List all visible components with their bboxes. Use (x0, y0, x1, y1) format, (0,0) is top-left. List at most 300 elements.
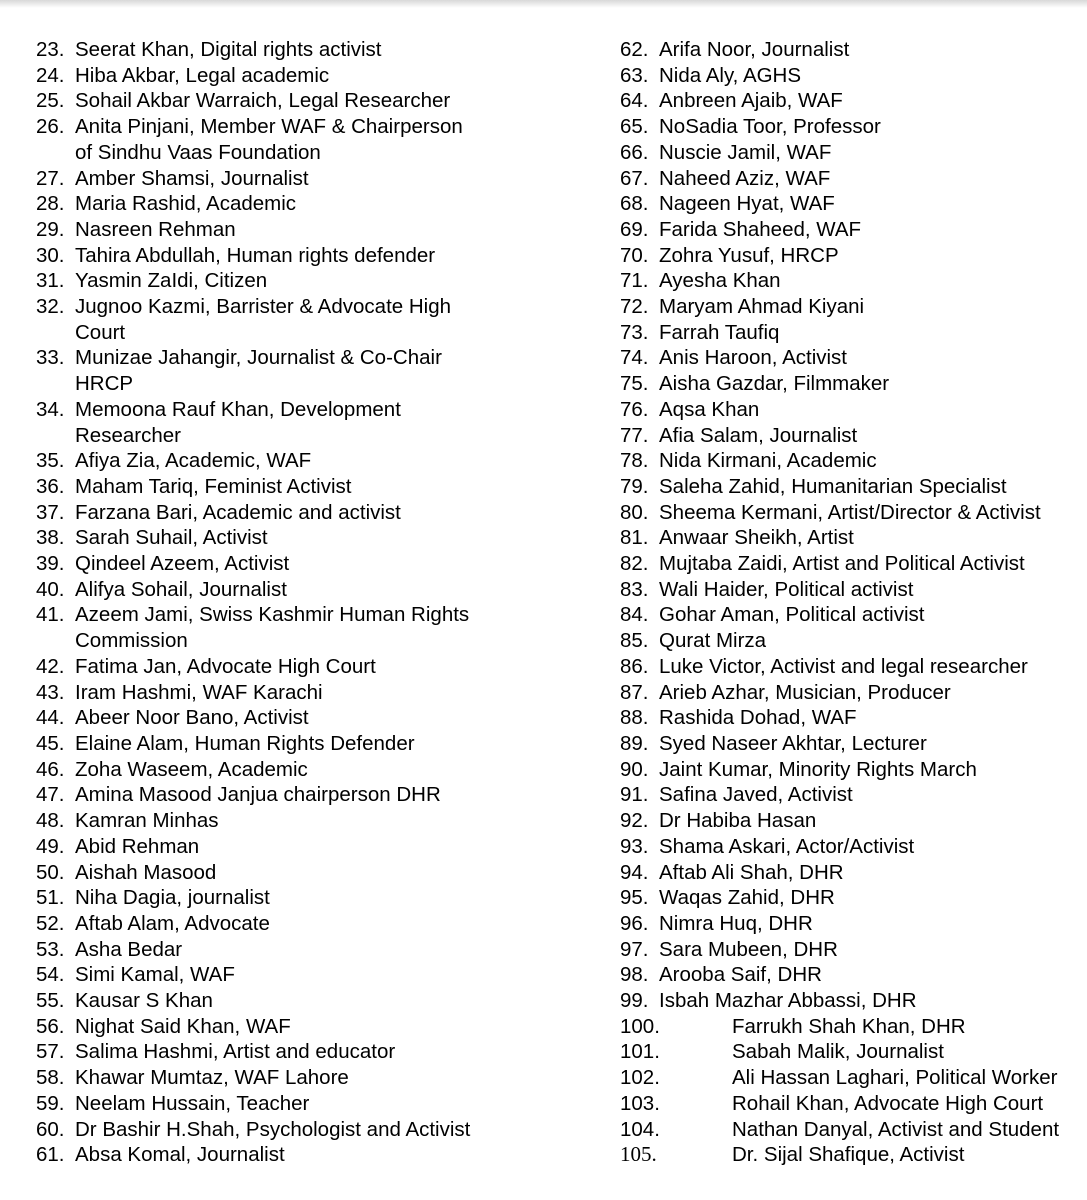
list-item-line: Khawar Mumtaz, WAF Lahore (75, 1066, 349, 1090)
list-item-number: 82. (620, 552, 649, 576)
list-item-text (659, 911, 813, 937)
list-item-text (659, 525, 854, 551)
list-item-line: Neelam Hussain, Teacher (75, 1091, 310, 1115)
list-item-number: 92. (620, 809, 649, 833)
list-item-text (659, 37, 849, 63)
list-item (620, 834, 1087, 860)
list-item-text (75, 63, 329, 89)
list-item-text (75, 500, 401, 526)
list-item-text (659, 166, 830, 192)
list-item-text (659, 885, 835, 911)
list-item-number: 57. (36, 1040, 65, 1064)
list-item-text (75, 834, 199, 860)
list-item-text (75, 88, 450, 114)
list-item (620, 268, 1087, 294)
list-item-text (75, 602, 469, 653)
list-item (36, 448, 596, 474)
signatory-list-right (620, 37, 1087, 1168)
list-item-number: 49. (36, 834, 65, 858)
list-item-text (75, 988, 213, 1014)
list-item-number: 97. (620, 937, 649, 961)
list-item-line: Anita Pinjani, Member WAF & Chairperson (75, 115, 463, 139)
list-item-text (75, 1039, 395, 1065)
list-item-text (75, 731, 415, 757)
list-item-number: 85. (620, 629, 649, 653)
list-item-number: 67. (620, 166, 649, 190)
list-item (36, 705, 596, 731)
list-item-line: of Sindhu Vaas Foundation (75, 140, 321, 164)
list-item-text (75, 114, 463, 165)
list-item-text (75, 654, 376, 680)
list-item-line: Wali Haider, Political activist (659, 577, 914, 601)
list-item-text (659, 628, 766, 654)
list-item (36, 217, 596, 243)
list-item (36, 808, 596, 834)
list-item-number: 80. (620, 500, 649, 524)
list-item-text (75, 294, 451, 345)
list-item-line: Nighat Said Khan, WAF (75, 1014, 291, 1038)
list-item-number: 37. (36, 500, 65, 524)
list-item-line: Asha Bedar (75, 937, 183, 961)
list-item-number: 56. (36, 1014, 65, 1038)
list-item-text (659, 808, 816, 834)
list-item-line: Absa Komal, Journalist (75, 1143, 285, 1167)
list-item (620, 371, 1087, 397)
list-item-text (75, 937, 182, 963)
list-item (620, 937, 1087, 963)
list-item (36, 500, 596, 526)
list-item-number: 89. (620, 731, 649, 755)
list-item-number: 72. (620, 295, 649, 319)
list-item-line: Syed Naseer Akhtar, Lecturer (659, 731, 927, 755)
list-item-text (659, 268, 781, 294)
list-item-line: Qurat Mirza (659, 629, 767, 653)
list-item-line: Dr. Sijal Shafique, Activist (732, 1143, 965, 1167)
list-item-line: Dr Habiba Hasan (659, 809, 817, 833)
list-item (620, 860, 1087, 886)
list-item-line: Kausar S Khan (75, 989, 213, 1013)
list-item (620, 88, 1087, 114)
list-item-number: 71. (620, 269, 649, 293)
list-item-number: 36. (36, 474, 65, 498)
list-item-number: 42. (36, 654, 65, 678)
list-item-text (75, 808, 219, 834)
list-item (36, 680, 596, 706)
list-item-number: 28. (36, 192, 65, 216)
list-item-text (75, 782, 441, 808)
list-item-text (659, 962, 822, 988)
list-item-line: Maham Tariq, Feminist Activist (75, 474, 352, 498)
list-item-number: 77. (620, 423, 649, 447)
list-item-number: 69. (620, 217, 649, 241)
list-item (620, 63, 1087, 89)
list-item (36, 731, 596, 757)
list-item-number: 29. (36, 217, 65, 241)
list-item-line: Afiya Zia, Academic, WAF (75, 449, 312, 473)
list-item-line: Seerat Khan, Digital rights activist (75, 38, 382, 61)
list-item-number: 84. (620, 603, 649, 627)
list-item-number: 24. (36, 63, 65, 87)
list-item-line: Gohar Aman, Political activist (659, 603, 925, 627)
list-item-number: 73. (620, 320, 649, 344)
list-item-line: Safina Javed, Activist (659, 783, 853, 807)
list-item-text (659, 834, 914, 860)
list-item (620, 525, 1087, 551)
list-item-number: 30. (36, 243, 65, 267)
list-item-text (659, 937, 838, 963)
list-item-text (659, 371, 889, 397)
list-item-text (732, 1039, 944, 1065)
list-item-text (75, 911, 270, 937)
list-item-number: 43. (36, 680, 65, 704)
list-item-number: 51. (36, 886, 65, 910)
list-item (620, 140, 1087, 166)
list-item-line: Sheema Kermani, Artist/Director & Activist (659, 500, 1041, 524)
list-item-line: Amber Shamsi, Journalist (75, 166, 309, 190)
list-item-text (75, 1091, 309, 1117)
list-item-text (659, 551, 1025, 577)
list-item-text (75, 1117, 470, 1143)
list-item-text (659, 474, 1007, 500)
list-item-line: Nasreen Rehman (75, 217, 236, 241)
scan-top-edge (0, 0, 1087, 8)
list-item-line: Zohra Yusuf, HRCP (659, 243, 839, 267)
list-item-text (732, 1065, 1057, 1091)
list-item-number: 26. (36, 115, 65, 139)
list-item-line: Jugnoo Kazmi, Barrister & Advocate High (75, 295, 452, 319)
list-item (620, 500, 1087, 526)
list-item-line: Anwaar Sheikh, Artist (659, 526, 854, 550)
list-item-number: 48. (36, 809, 65, 833)
list-item (620, 551, 1087, 577)
list-item-number: 87. (620, 680, 649, 704)
list-item (36, 1065, 596, 1091)
list-item (36, 911, 596, 937)
list-item-line: Simi Kamal, WAF (75, 963, 235, 987)
list-item (620, 294, 1087, 320)
list-item (620, 988, 1087, 1014)
list-item (36, 1142, 596, 1168)
list-item-text (75, 962, 235, 988)
list-item-text (75, 705, 309, 731)
list-item-text (75, 1014, 291, 1040)
list-item-text (659, 654, 1028, 680)
list-item-line: Salima Hashmi, Artist and educator (75, 1040, 396, 1064)
list-item (36, 88, 596, 114)
list-item-number: 99. (620, 989, 649, 1013)
list-item (620, 1117, 1087, 1143)
list-item-number: 91. (620, 783, 649, 807)
list-item (620, 345, 1087, 371)
list-item (620, 962, 1087, 988)
list-item (36, 166, 596, 192)
list-item-line: Rashida Dohad, WAF (659, 706, 857, 730)
list-item (36, 37, 596, 63)
list-item-number: 75. (620, 372, 649, 396)
list-item-text (659, 345, 847, 371)
list-item-text (659, 680, 951, 706)
list-item-line: Amina Masood Janjua chairperson DHR (75, 783, 441, 807)
list-item-text (75, 551, 289, 577)
list-item-number: 76. (620, 397, 649, 421)
list-item-line: Aftab Ali Shah, DHR (659, 860, 844, 884)
list-item-line: Commission (75, 629, 188, 653)
list-item (36, 988, 596, 1014)
list-item-number: 93. (620, 834, 649, 858)
list-item (36, 782, 596, 808)
list-item (36, 551, 596, 577)
list-item-line: Anbreen Ajaib, WAF (659, 89, 843, 113)
list-item-text (75, 268, 267, 294)
list-item (620, 1014, 1087, 1040)
list-item-number: 62. (620, 38, 649, 61)
list-item-number: 35. (36, 449, 65, 473)
list-item-text (75, 345, 442, 396)
list-item (620, 114, 1087, 140)
list-item-line: Rohail Khan, Advocate High Court (732, 1091, 1044, 1115)
list-item (36, 243, 596, 269)
list-item-line: HRCP (75, 372, 134, 396)
list-item-number: 38. (36, 526, 65, 550)
list-item-number: 44. (36, 706, 65, 730)
list-item-number: 61. (36, 1143, 65, 1167)
list-item-number: 105. (620, 1142, 657, 1167)
list-item-line: Nida Kirmani, Academic (659, 449, 877, 473)
list-item (620, 911, 1087, 937)
list-item-text (659, 320, 779, 346)
list-item-line: Mujtaba Zaidi, Artist and Political Activist (659, 552, 1025, 576)
list-item-text (659, 243, 839, 269)
list-item-text (659, 500, 1041, 526)
list-item-number: 100. (620, 1014, 660, 1038)
list-item-number: 96. (620, 911, 649, 935)
list-item-number: 32. (36, 295, 65, 319)
list-item (620, 654, 1087, 680)
list-item-text (732, 1014, 966, 1040)
list-item (36, 268, 596, 294)
list-item (36, 1091, 596, 1117)
list-item-text (75, 191, 296, 217)
list-item-text (75, 397, 401, 448)
list-item (36, 834, 596, 860)
list-item (36, 1014, 596, 1040)
list-item-line: Azeem Jami, Swiss Kashmir Human Rights (75, 603, 470, 627)
list-item-text (659, 602, 924, 628)
list-item-line: Aisha Gazdar, Filmmaker (659, 372, 890, 396)
list-item (620, 602, 1087, 628)
list-item-text (75, 37, 382, 63)
list-item-number: 39. (36, 552, 65, 576)
list-item-line: Munizae Jahangir, Journalist & Co-Chair (75, 346, 442, 370)
list-item (36, 962, 596, 988)
list-item-number: 102. (620, 1066, 660, 1090)
list-item-line: Kamran Minhas (75, 809, 219, 833)
list-item-line: Shama Askari, Actor/Activist (659, 834, 915, 858)
list-item-text (75, 448, 311, 474)
list-item-text (659, 757, 977, 783)
list-item (620, 782, 1087, 808)
list-item (620, 243, 1087, 269)
list-item-line: Maryam Ahmad Kiyani (659, 295, 865, 319)
list-item (620, 1065, 1087, 1091)
list-item-number: 79. (620, 474, 649, 498)
list-item-number: 68. (620, 192, 649, 216)
list-item-text (75, 217, 236, 243)
list-item (620, 757, 1087, 783)
list-item-number: 41. (36, 603, 65, 627)
list-item (620, 1142, 1087, 1168)
list-item-line: Waqas Zahid, DHR (659, 886, 835, 910)
list-item-number: 47. (36, 783, 65, 807)
list-item-number: 98. (620, 963, 649, 987)
list-item-number: 27. (36, 166, 65, 190)
list-item (620, 191, 1087, 217)
list-item-text (659, 577, 913, 603)
list-item-number: 86. (620, 654, 649, 678)
list-item-number: 40. (36, 577, 65, 601)
list-item (620, 731, 1087, 757)
list-item-number: 78. (620, 449, 649, 473)
list-item-number: 59. (36, 1091, 65, 1115)
list-item (36, 474, 596, 500)
list-item (36, 654, 596, 680)
list-item-line: Aqsa Khan (659, 397, 760, 421)
list-item (620, 474, 1087, 500)
list-item-line: Arieb Azhar, Musician, Producer (659, 680, 951, 704)
list-item-number: 50. (36, 860, 65, 884)
list-item-text (659, 782, 853, 808)
list-item-text (659, 140, 831, 166)
list-item-number: 54. (36, 963, 65, 987)
list-item-text (659, 63, 801, 89)
list-item-text (659, 88, 843, 114)
list-item (620, 628, 1087, 654)
list-item-text (659, 397, 759, 423)
list-item (36, 885, 596, 911)
list-item-line: Afia Salam, Journalist (659, 423, 858, 447)
list-item-number: 63. (620, 63, 649, 87)
list-item-line: Researcher (75, 423, 181, 447)
list-item-text (732, 1091, 1043, 1117)
list-item-line: Sohail Akbar Warraich, Legal Researcher (75, 89, 451, 113)
list-item (620, 1091, 1087, 1117)
list-item-text (75, 1065, 349, 1091)
list-item-number: 55. (36, 989, 65, 1013)
list-item-number: 46. (36, 757, 65, 781)
list-item-text (732, 1117, 1059, 1143)
list-item-line: Abid Rehman (75, 834, 200, 858)
list-item-number: 101. (620, 1040, 660, 1064)
list-item (36, 1117, 596, 1143)
list-item-text (75, 680, 323, 706)
list-item-line: Nida Aly, AGHS (659, 63, 802, 87)
list-item-line: Saleha Zahid, Humanitarian Specialist (659, 474, 1007, 498)
list-item-line: Maria Rashid, Academic (75, 192, 297, 216)
list-item-number: 25. (36, 89, 65, 113)
list-item-text (75, 1142, 285, 1168)
list-item (36, 294, 596, 345)
list-item-text (659, 705, 857, 731)
list-item (36, 191, 596, 217)
list-item-number: 95. (620, 886, 649, 910)
list-item-line: Isbah Mazhar Abbassi, DHR (659, 989, 917, 1013)
list-item-number: 31. (36, 269, 65, 293)
list-item-line: Ayesha Khan (659, 269, 781, 293)
list-item-number: 58. (36, 1066, 65, 1090)
list-item-line: Yasmin ZaIdi, Citizen (75, 269, 268, 293)
list-item-number: 74. (620, 346, 649, 370)
list-item-line: Memoona Rauf Khan, Development (75, 397, 401, 421)
list-item-line: Zoha Waseem, Academic (75, 757, 308, 781)
list-item-line: Aftab Alam, Advocate (75, 911, 270, 935)
list-item-number: 83. (620, 577, 649, 601)
list-item-line: Elaine Alam, Human Rights Defender (75, 731, 415, 755)
list-item-text (659, 860, 844, 886)
list-item-line: Sabah Malik, Journalist (732, 1040, 944, 1064)
list-item (36, 860, 596, 886)
list-item-number: 65. (620, 115, 649, 139)
list-item-line: Nathan Danyal, Activist and Student (732, 1117, 1060, 1141)
list-item (620, 320, 1087, 346)
list-item (620, 705, 1087, 731)
list-item-number: 90. (620, 757, 649, 781)
list-item-number: 45. (36, 731, 65, 755)
list-item-line: Farzana Bari, Academic and activist (75, 500, 401, 524)
list-item-line: Sarah Suhail, Activist (75, 526, 268, 550)
list-item-line: Niha Dagia, journalist (75, 886, 270, 910)
list-item-text (75, 577, 287, 603)
list-item-line: Tahira Abdullah, Human rights defender (75, 243, 436, 267)
list-item (36, 757, 596, 783)
list-item-line: Jaint Kumar, Minority Rights March (659, 757, 977, 781)
list-item-number: 70. (620, 243, 649, 267)
list-item-line: Arifa Noor, Journalist (659, 38, 850, 61)
list-item-number: 64. (620, 89, 649, 113)
list-item-text (75, 166, 309, 192)
list-item-text (75, 474, 351, 500)
list-item-number: 60. (36, 1117, 65, 1141)
list-item-number: 103. (620, 1091, 660, 1115)
list-item (36, 525, 596, 551)
list-item-number: 81. (620, 526, 649, 550)
list-item-text (75, 885, 270, 911)
list-item (620, 448, 1087, 474)
list-item (620, 217, 1087, 243)
list-item-line: Alifya Sohail, Journalist (75, 577, 287, 601)
list-item-line: Sara Mubeen, DHR (659, 937, 838, 961)
list-item-number: 94. (620, 860, 649, 884)
list-item (36, 397, 596, 448)
list-item (620, 680, 1087, 706)
list-item-line: Farrah Taufiq (659, 320, 780, 344)
list-item-number: 88. (620, 706, 649, 730)
list-item (36, 577, 596, 603)
list-item-line: Qindeel Azeem, Activist (75, 552, 290, 576)
list-item-line: Arooba Saif, DHR (659, 963, 822, 987)
list-item-text (659, 114, 881, 140)
list-item-text (659, 423, 857, 449)
list-item-text (75, 757, 308, 783)
list-item-number: 52. (36, 911, 65, 935)
list-item (620, 885, 1087, 911)
list-item-number: 66. (620, 140, 649, 164)
list-item (36, 345, 596, 396)
list-item-number: 53. (36, 937, 65, 961)
list-item (620, 37, 1087, 63)
list-item-line: Aishah Masood (75, 860, 217, 884)
list-item-text (659, 448, 877, 474)
list-item-line: Nimra Huq, DHR (659, 911, 813, 935)
